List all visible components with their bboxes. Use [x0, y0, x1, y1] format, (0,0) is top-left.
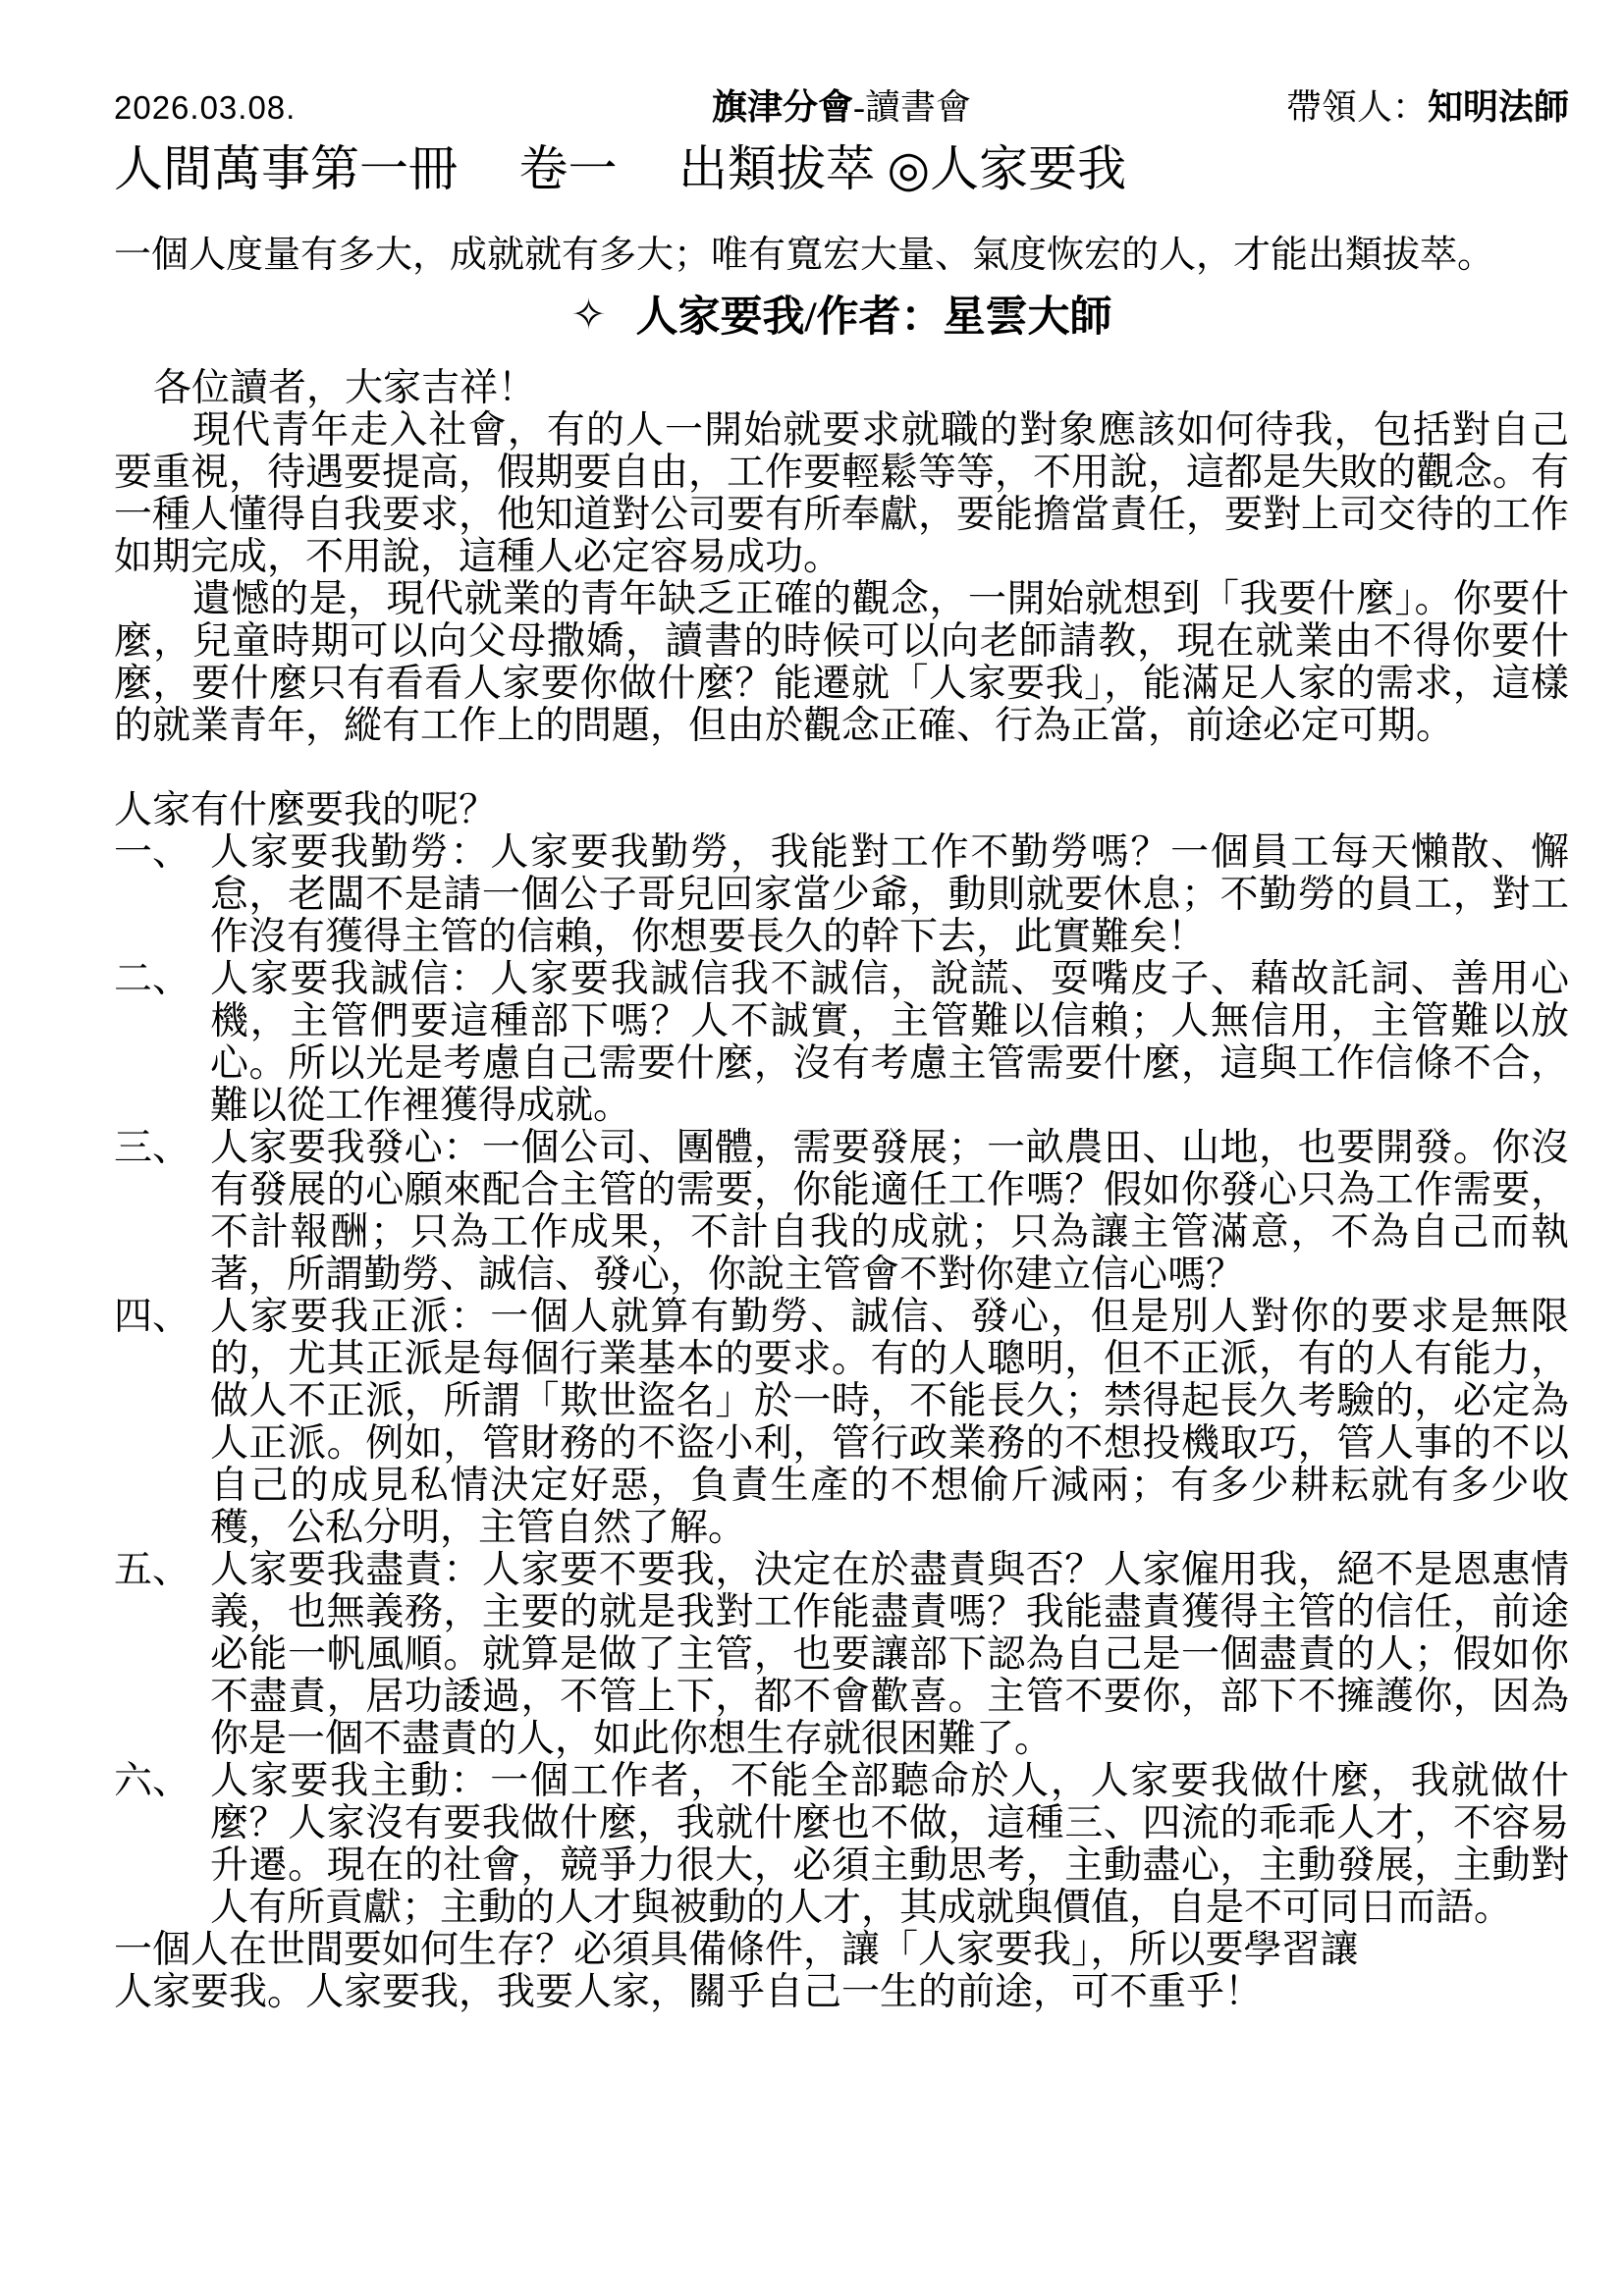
list-text: 人家要我正派：一個人就算有勤勞、誠信、發心，但是別人對你的要求是無限的，尤其正派是每個行業基本的要求。有的人聰明，但不正派，有的人有能力，做人不正派，所謂「欺世盜名」於一時，不能長久；禁得起長久考驗的，必定為人正派。例如，管財務的不盜小利，管行政業務的不想投機取巧，管人事的不以自己的成見私情決定好惡，負責生產的不想偷斤減兩；有多少耕耘就有多少收穫，公私分明，主管自然了解。: [210, 1296, 1569, 1550]
document-title: 人間萬事第一冊 卷一 出類拔萃 ◎人家要我: [114, 141, 1127, 197]
leader-name: 知明法師: [1428, 86, 1570, 127]
question-line: 人家有什麼要我的呢？: [114, 789, 498, 832]
session-date: 2026.03.08.: [114, 89, 297, 126]
list-number: 五、: [114, 1549, 191, 1592]
intro-paragraph-1: 現代青年走入社會，有的人一開始就要求就職的對象應該如何待我，包括對自己要重視，待遇要提高，假期要自由，工作要輕鬆等等，不用說，這都是失敗的觀念。有一種人懂得自我要求，他知道對公司要有所奉獻，要能擔當責任，要對上司交待的工作如期完成，不用說，這種人必定容易成功。: [114, 409, 1570, 579]
header-center: [712, 86, 971, 128]
list-text: 人家要我發心：一個公司、團體，需要發展；一畝農田、山地，也要開發。你沒有發展的心願來配合主管的需要，你能適任工作嗎？假如你發心只為工作需要，不計報酬；只為工作成果，不計自我的成就；只為讓主管滿意，不為自己而執著，所謂勤勞、誠信、發心，你說主管會不對你建立信心嗎？: [210, 1127, 1569, 1297]
article-title-author: 人家要我/作者：星雲大師: [635, 294, 1112, 342]
closing-line-2: 人家要我。人家要我，我要人家，關乎自己一生的前途，可不重乎！: [114, 1971, 1264, 2014]
greeting-line: 各位讀者，大家吉祥！: [153, 367, 537, 410]
list-item-2: [114, 958, 1569, 1127]
list-number: 四、: [114, 1296, 191, 1339]
document-header: [114, 86, 1569, 128]
closing-line-1: 一個人在世間要如何生存？必須具備條件，讓「人家要我」，所以要學習讓: [114, 1929, 1359, 1972]
list-text: 人家要我勤勞：人家要我勤勞，我能對工作不勤勞嗎？一個員工每天懶散、懈怠，老闆不是請一個公子哥兒回家當少爺，動則就要休息；不勤勞的員工，對工作沒有獲得主管的信賴，你想要長久的幹下去，此實難矣！: [210, 831, 1569, 959]
list-number: 一、: [114, 831, 191, 875]
list-item-1: [114, 831, 1569, 958]
list-item-4: [114, 1296, 1569, 1549]
epigraph-line: 一個人度量有多大，成就就有多大；唯有寬宏大量、氣度恢宏的人，才能出類拔萃。: [114, 235, 1495, 277]
list-text: 人家要我盡責：人家要不要我，決定在於盡責與否？人家僱用我，絕不是恩惠情義，也無義務，主要的就是我對工作能盡責嗎？我能盡責獲得主管的信任，前途必能一帆風順。就算是做了主管，也要讓部下認為自己是一個盡責的人；假如你不盡責，居功諉過，不管上下，都不會歡喜。主管不要你，部下不擁護你，因為你是一個不盡責的人，如此你想生存就很困難了。: [210, 1549, 1569, 1761]
list-number: 六、: [114, 1760, 191, 1803]
reading-group-name: -讀書會: [853, 87, 972, 127]
intro-paragraph-2: 遺憾的是，現代就業的青年缺乏正確的觀念，一開始就想到「我要什麼」。你要什麼，兒童時期可以向父母撒嬌，讀書的時候可以向老師請教，現在就業由不得你要什麼，要什麼只有看看人家要你做什麼？能遷就「人家要我」，能滿足人家的需求，這樣的就業青年，縱有工作上的問題，但由於觀念正確、行為正當，前途必定可期。: [114, 578, 1569, 748]
diamond-star-icon: ✧: [570, 293, 607, 340]
list-item-5: [114, 1549, 1569, 1760]
article-heading: [114, 291, 1569, 346]
list-item-6: [114, 1760, 1569, 1929]
article-body: [114, 367, 1569, 2013]
list-text: 人家要我主動：一個工作者，不能全部聽命於人，人家要我做什麼，我就做什麼？人家沒有要我做什麼，我就什麼也不做，這種三、四流的乖乖人才，不容易升遷。現在的社會，競爭力很大，必須主動思考，主動盡心，主動發展，主動對人有所貢獻；主動的人才與被動的人才，其成就與價值，自是不可同日而語。: [210, 1760, 1569, 1930]
list-item-3: [114, 1127, 1569, 1296]
leader-label: 帶領人：: [1285, 87, 1428, 127]
branch-name: 旗津分會: [712, 86, 854, 127]
header-left: [114, 87, 712, 128]
header-right: [971, 86, 1569, 128]
list-number: 三、: [114, 1127, 191, 1170]
list-number: 二、: [114, 958, 191, 1001]
list-text: 人家要我誠信：人家要我誠信我不誠信，說謊、耍嘴皮子、藉故託詞、善用心機，主管們要這種部下嗎？人不誠實，主管難以信賴；人無信用，主管難以放心。所以光是考慮自己需要什麼，沒有考慮主管需要什麼，這與工作信條不合，難以從工作裡獲得成就。: [210, 958, 1569, 1128]
